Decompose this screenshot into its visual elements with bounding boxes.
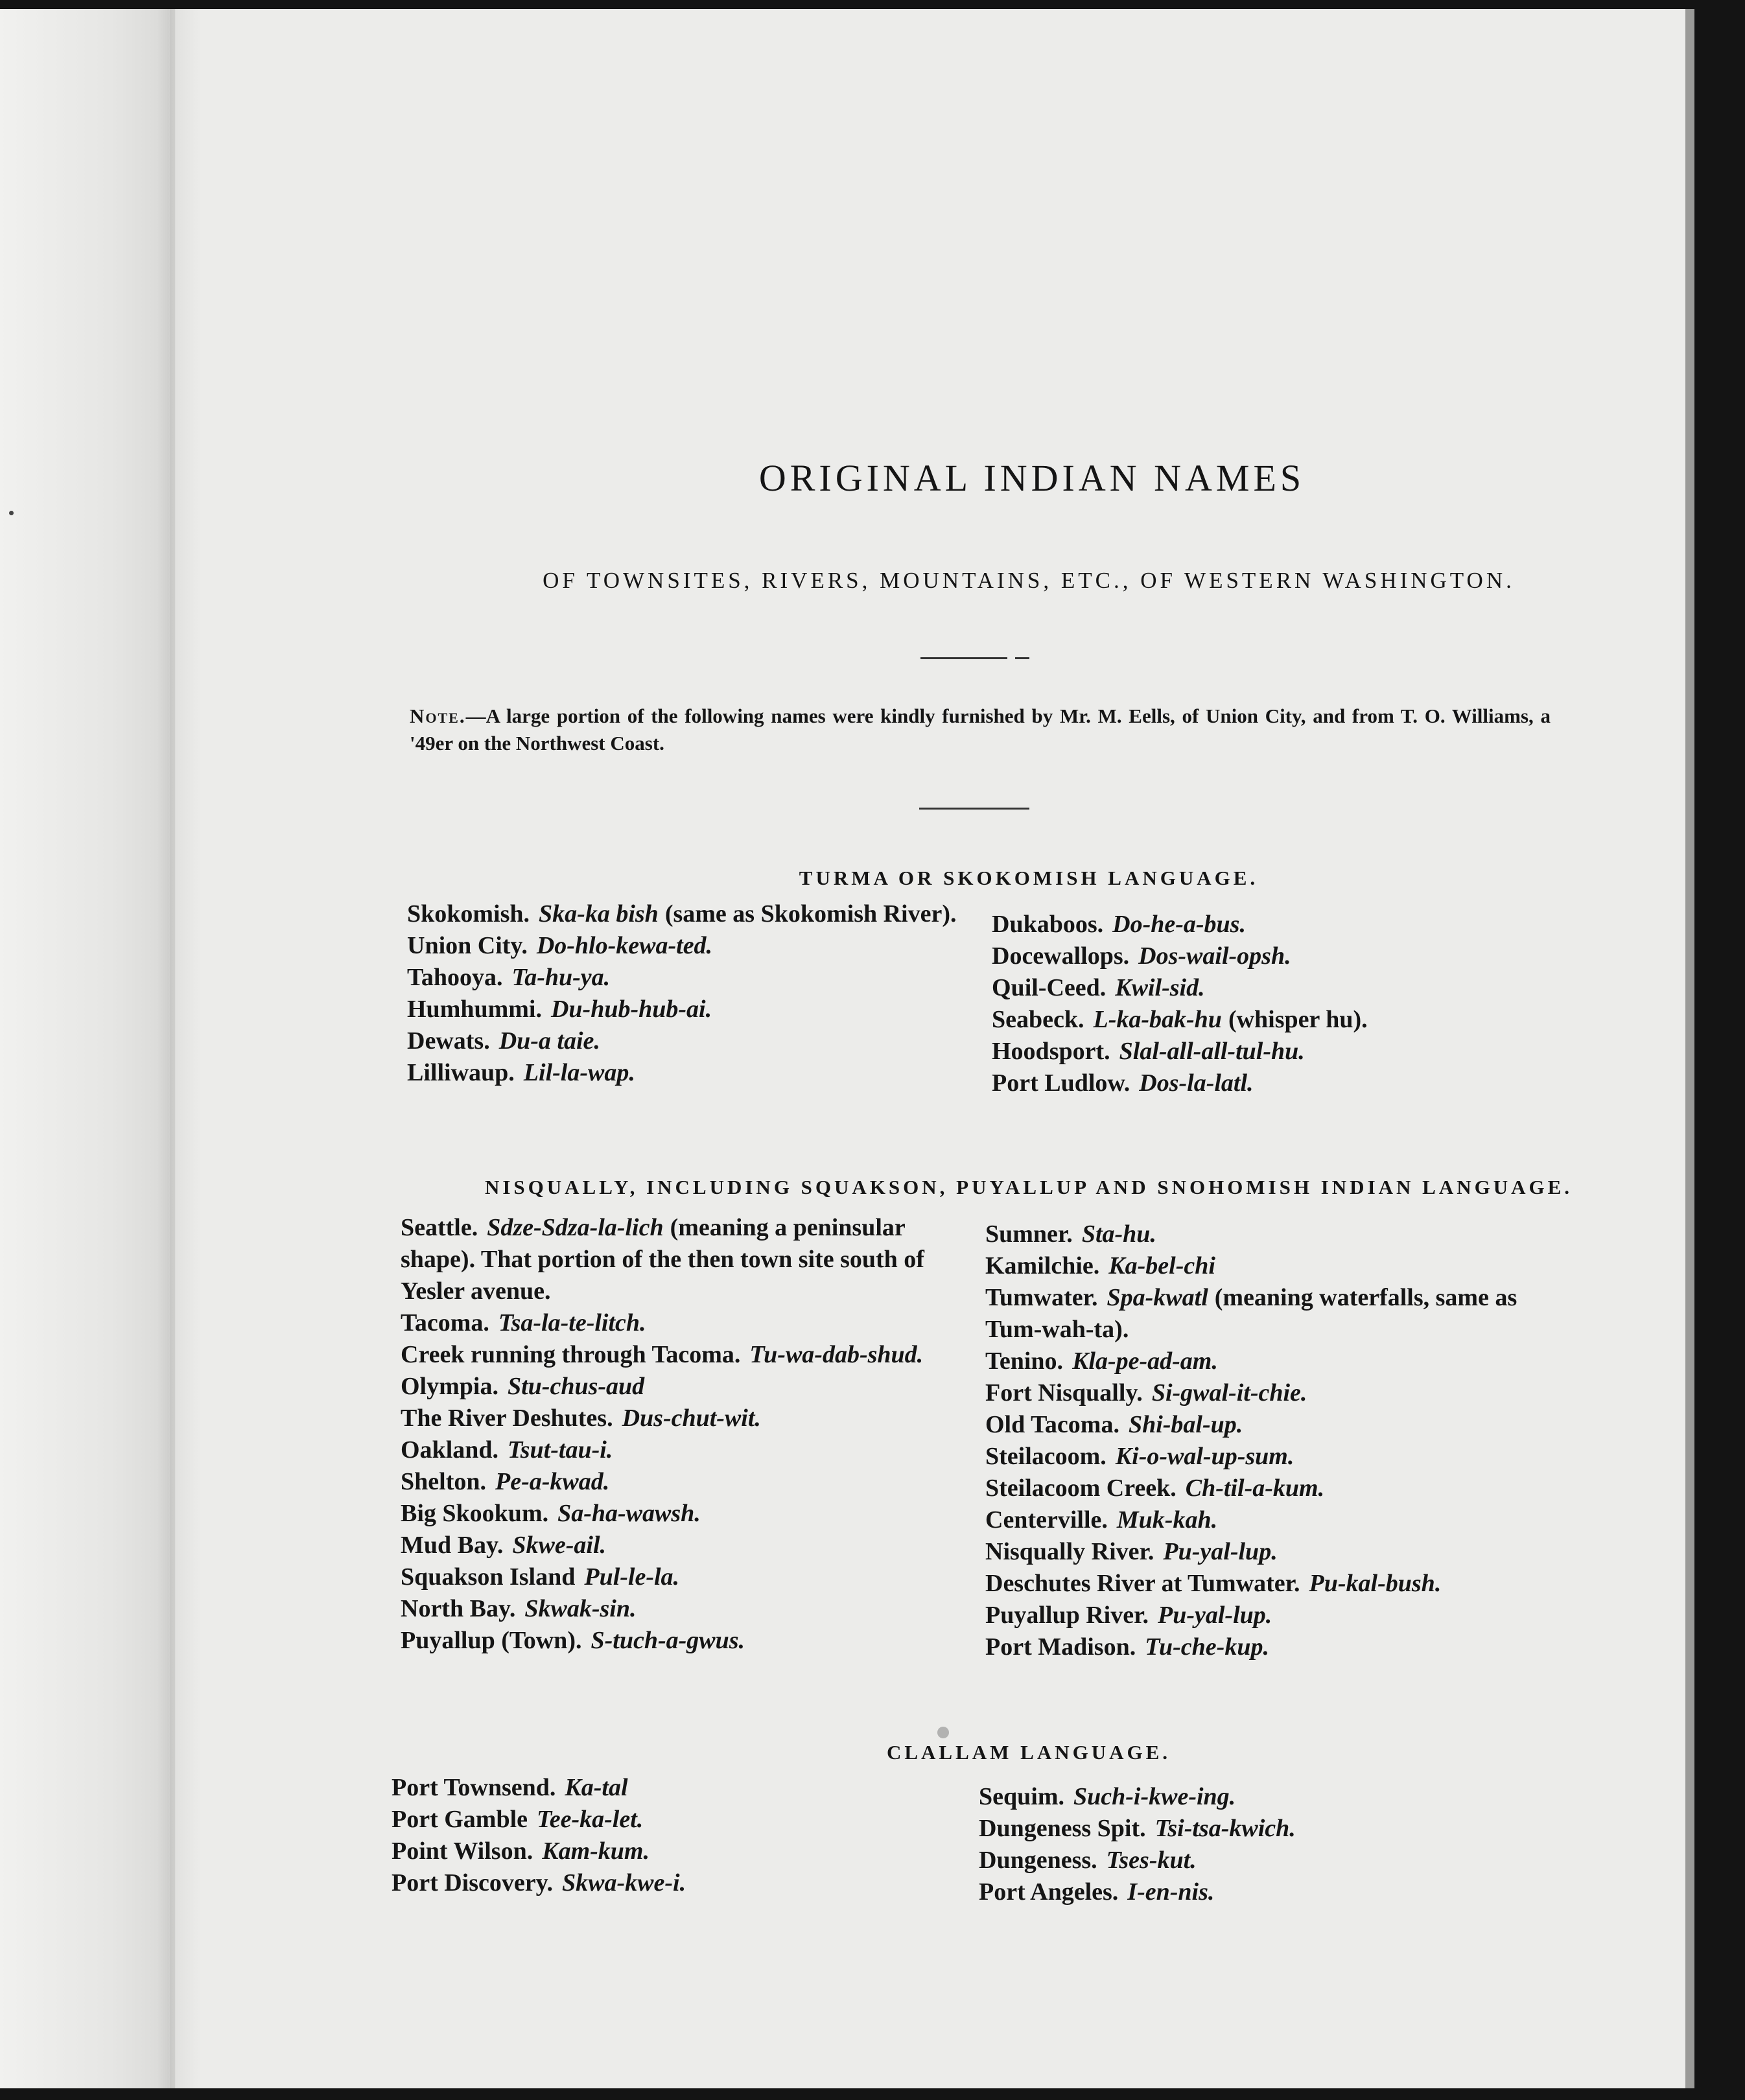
english-place-name: Port Angeles.: [979, 1878, 1119, 1906]
english-place-name: The River Deshutes.: [401, 1405, 613, 1432]
place-name-entry: [401, 1339, 950, 1371]
english-place-name: Puyallup (Town).: [401, 1627, 582, 1654]
indian-place-name: Ska-ka bish: [539, 900, 659, 928]
indian-place-name: Dos-wail-opsh.: [1138, 942, 1291, 970]
place-name-entry: [401, 1434, 950, 1466]
english-place-name: Dungeness Spit.: [979, 1815, 1146, 1842]
indian-place-name: Tu-wa-dab-shud.: [749, 1341, 924, 1368]
place-name-entry: [407, 1057, 965, 1089]
entry-remark: (same as Skokomish River).: [664, 900, 957, 928]
english-place-name: Sequim.: [979, 1783, 1064, 1810]
english-place-name: Steilacoom.: [985, 1443, 1107, 1470]
indian-place-name: S-tuch-a-gwus.: [591, 1627, 745, 1654]
english-place-name: Seattle.: [401, 1214, 478, 1241]
section-left-column: [407, 898, 965, 1089]
indian-place-name: Ta-hu-ya.: [511, 964, 611, 991]
indian-place-name: Dus-chut-wit.: [622, 1405, 761, 1432]
indian-place-name: Slal-all-all-tul-hu.: [1119, 1038, 1305, 1065]
section-right-column: [979, 1781, 1536, 1908]
place-name-entry: [985, 1504, 1543, 1536]
place-name-entry: [401, 1561, 950, 1593]
place-name-entry: [392, 1867, 949, 1899]
place-name-entry: [985, 1346, 1543, 1377]
indian-place-name: Tsut-tau-i.: [508, 1436, 613, 1464]
english-place-name: Port Madison.: [985, 1633, 1136, 1661]
place-name-entry: [401, 1307, 950, 1339]
place-name-entry: [985, 1536, 1543, 1568]
english-place-name: Dukaboos.: [992, 911, 1104, 938]
place-name-entry: [407, 898, 965, 930]
indian-place-name: Ka-bel-chi: [1108, 1252, 1215, 1279]
english-place-name: Lilliwaup.: [407, 1059, 515, 1086]
place-name-entry: [985, 1282, 1543, 1346]
indian-place-name: Sa-ha-wawsh.: [557, 1500, 701, 1527]
place-name-entry: [985, 1409, 1543, 1441]
indian-place-name: Si-gwal-it-chie.: [1151, 1379, 1307, 1406]
indian-place-name: I-en-nis.: [1127, 1878, 1215, 1906]
indian-place-name: Du-a taie.: [498, 1027, 600, 1055]
english-place-name: Fort Nisqually.: [985, 1379, 1143, 1406]
indian-place-name: Shi-bal-up.: [1128, 1411, 1243, 1438]
section-left-column: [392, 1772, 949, 1899]
place-name-entry: [992, 972, 1549, 1004]
place-name-entry: [407, 994, 965, 1025]
place-name-entry: [401, 1498, 950, 1530]
place-name-entry: [401, 1466, 950, 1498]
english-place-name: Skokomish.: [407, 900, 530, 928]
divider-rule: [1015, 657, 1029, 659]
indian-place-name: Ki-o-wal-up-sum.: [1115, 1443, 1294, 1470]
indian-place-name: Pul-le-la.: [584, 1563, 680, 1591]
indian-place-name: Such-i-kwe-ing.: [1073, 1783, 1236, 1810]
indian-place-name: Skwa-kwe-i.: [562, 1869, 686, 1896]
indian-place-name: Pe-a-kwad.: [495, 1468, 610, 1495]
place-name-entry: [401, 1212, 950, 1307]
section-right-column: [985, 1219, 1543, 1663]
entry-remark: (meaning waterfalls, same as Tum-wah-ta).: [985, 1284, 1517, 1343]
place-name-entry: [979, 1781, 1536, 1813]
indian-place-name: Kam-kum.: [542, 1838, 650, 1865]
indian-place-name: Pu-yal-lup.: [1157, 1602, 1272, 1629]
place-name-entry: [985, 1600, 1543, 1631]
place-name-entry: [992, 1036, 1549, 1068]
page-title: ORIGINAL INDIAN NAMES: [758, 457, 1306, 499]
indian-place-name: Tee-ka-let.: [537, 1806, 644, 1833]
indian-place-name: Muk-kah.: [1116, 1506, 1218, 1534]
english-place-name: Port Discovery.: [392, 1869, 554, 1896]
page-subtitle: OF TOWNSITES, RIVERS, MOUNTAINS, ETC., OF WESTERN WASHINGTON.: [543, 568, 1515, 593]
divider-rule: [920, 657, 1007, 659]
page-edge: [1685, 9, 1694, 2088]
place-name-entry: [407, 930, 965, 962]
english-place-name: Docewallops.: [992, 942, 1130, 970]
english-place-name: Deschutes River at Tumwater.: [985, 1570, 1300, 1597]
english-place-name: Oakland.: [401, 1436, 499, 1464]
section-heading: TURMA OR SKOKOMISH LANGUAGE.: [799, 867, 1259, 889]
indian-place-name: Du-hub-hub-ai.: [550, 996, 712, 1023]
english-place-name: Kamilchie.: [985, 1252, 1100, 1279]
indian-place-name: Ch-til-a-kum.: [1185, 1475, 1325, 1502]
indian-place-name: Do-hlo-kewa-ted.: [536, 932, 713, 959]
english-place-name: Sumner.: [985, 1220, 1073, 1248]
english-place-name: Creek running through Tacoma.: [401, 1341, 741, 1368]
section-right-column: [992, 909, 1549, 1099]
english-place-name: Dewats.: [407, 1027, 490, 1055]
place-name-entry: [992, 909, 1549, 940]
indian-place-name: Sta-hu.: [1081, 1220, 1156, 1248]
indian-place-name: Ka-tal: [565, 1774, 628, 1801]
place-name-entry: [407, 1025, 965, 1057]
section-left-column: [401, 1212, 950, 1657]
section-heading: NISQUALLY, INCLUDING SQUAKSON, PUYALLUP AND SNOHOMISH INDIAN LANGUAGE.: [484, 1176, 1573, 1198]
place-name-entry: [392, 1804, 949, 1836]
english-place-name: Centerville.: [985, 1506, 1108, 1534]
place-name-entry: [401, 1593, 950, 1625]
place-name-entry: [392, 1772, 949, 1804]
place-name-entry: [985, 1631, 1543, 1663]
english-place-name: North Bay.: [401, 1595, 516, 1622]
indian-place-name: Skwe-ail.: [512, 1532, 607, 1559]
indian-place-name: L-ka-bak-hu: [1093, 1006, 1222, 1033]
indian-place-name: Pu-kal-bush.: [1309, 1570, 1442, 1597]
indian-place-name: Lil-la-wap.: [523, 1059, 635, 1086]
indian-place-name: Do-he-a-bus.: [1112, 911, 1246, 938]
english-place-name: Dungeness.: [979, 1847, 1097, 1874]
english-place-name: Point Wilson.: [392, 1838, 533, 1865]
english-place-name: Squakson Island: [401, 1563, 576, 1591]
note-lead: Note.: [410, 705, 466, 727]
indian-place-name: Pu-yal-lup.: [1163, 1538, 1278, 1565]
english-place-name: Humhummi.: [407, 996, 542, 1023]
place-name-entry: [985, 1441, 1543, 1473]
english-place-name: Tumwater.: [985, 1284, 1098, 1311]
place-name-entry: [401, 1371, 950, 1403]
entry-remark: (meaning a peninsular shape). That portion of the then town site south of Yesler avenue.: [401, 1214, 924, 1305]
english-place-name: Shelton.: [401, 1468, 486, 1495]
indian-place-name: Spa-kwatl: [1107, 1284, 1208, 1311]
english-place-name: Port Townsend.: [392, 1774, 556, 1801]
place-name-entry: [992, 940, 1549, 972]
place-name-entry: [979, 1876, 1536, 1908]
scanned-page: [0, 9, 1694, 2088]
place-name-entry: [985, 1250, 1543, 1282]
place-name-entry: [407, 962, 965, 994]
indian-place-name: Kla-pe-ad-am.: [1072, 1348, 1218, 1375]
place-name-entry: [392, 1836, 949, 1867]
indian-place-name: Tu-che-kup.: [1145, 1633, 1269, 1661]
indian-place-name: Tsi-tsa-kwich.: [1154, 1815, 1296, 1842]
place-name-entry: [992, 1068, 1549, 1099]
english-place-name: Steilacoom Creek.: [985, 1475, 1177, 1502]
note-text: —A large portion of the following names were kindly furnished by Mr. M. Eells, of Union City, and from T. O. Williams, a '49er on the Northwest Coast.: [410, 705, 1551, 754]
english-place-name: Port Ludlow.: [992, 1069, 1130, 1097]
section-heading: CLALLAM LANGUAGE.: [886, 1741, 1171, 1764]
english-place-name: Olympia.: [401, 1373, 498, 1400]
english-place-name: Tenino.: [985, 1348, 1064, 1375]
english-place-name: Union City.: [407, 932, 528, 959]
entry-remark: (whisper hu).: [1228, 1006, 1368, 1033]
place-name-entry: [985, 1568, 1543, 1600]
english-place-name: Puyallup River.: [985, 1602, 1149, 1629]
english-place-name: Tacoma.: [401, 1309, 489, 1336]
place-name-entry: [401, 1403, 950, 1434]
place-name-entry: [979, 1845, 1536, 1876]
english-place-name: Mud Bay.: [401, 1532, 504, 1559]
english-place-name: Big Skookum.: [401, 1500, 549, 1527]
english-place-name: Seabeck.: [992, 1006, 1084, 1033]
english-place-name: Nisqually River.: [985, 1538, 1154, 1565]
note-paragraph: [410, 703, 1551, 757]
place-name-entry: [992, 1004, 1549, 1036]
english-place-name: Old Tacoma.: [985, 1411, 1119, 1438]
indian-place-name: Kwil-sid.: [1115, 974, 1205, 1001]
dust-speck: [937, 1727, 949, 1738]
place-name-entry: [985, 1377, 1543, 1409]
dust-speck: [9, 511, 14, 515]
indian-place-name: Tses-kut.: [1106, 1847, 1197, 1874]
place-name-entry: [985, 1473, 1543, 1504]
indian-place-name: Tsa-la-te-litch.: [498, 1309, 646, 1336]
place-name-entry: [401, 1530, 950, 1561]
english-place-name: Quil-Ceed.: [992, 974, 1107, 1001]
place-name-entry: [985, 1219, 1543, 1250]
place-name-entry: [979, 1813, 1536, 1845]
binding-fold: [170, 9, 175, 2088]
english-place-name: Tahooya.: [407, 964, 503, 991]
english-place-name: Hoodsport.: [992, 1038, 1110, 1065]
indian-place-name: Skwak-sin.: [524, 1595, 637, 1622]
indian-place-name: Sdze-Sdza-la-lich: [487, 1214, 664, 1241]
english-place-name: Port Gamble: [392, 1806, 528, 1833]
indian-place-name: Stu-chus-aud: [507, 1373, 645, 1400]
place-name-entry: [401, 1625, 950, 1657]
indian-place-name: Dos-la-latl.: [1139, 1069, 1254, 1097]
divider-rule: [919, 808, 1029, 810]
